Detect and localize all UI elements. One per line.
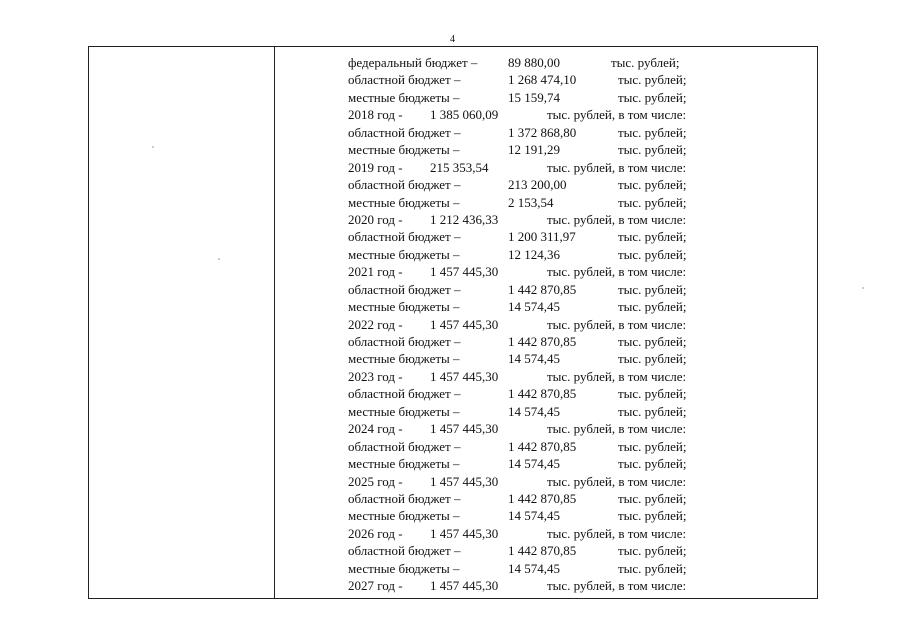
page-number: 4 [450, 34, 455, 45]
line-amount: 1 442 870,85 [508, 438, 577, 454]
budget-source-line [275, 490, 817, 507]
line-amount: 1 268 474,10 [508, 72, 577, 88]
line-suffix: тыс. рублей, в том числе: [547, 473, 687, 489]
line-label: 2026 год - [348, 525, 403, 541]
line-suffix: тыс. рублей; [618, 386, 687, 402]
year-total-line [275, 263, 817, 280]
line-amount: 1 457 445,30 [430, 421, 499, 437]
budget-source-line [275, 71, 817, 88]
line-label: областной бюджет – [348, 543, 461, 559]
year-total-line [275, 368, 817, 385]
line-label: местные бюджеты – [348, 299, 460, 315]
budget-table [88, 46, 818, 599]
year-total-line [275, 577, 817, 594]
line-label: областной бюджет – [348, 177, 461, 193]
year-total-line [275, 473, 817, 490]
scan-speck [862, 287, 864, 289]
line-label: областной бюджет – [348, 281, 461, 297]
year-total-line [275, 106, 817, 123]
line-label: 2018 год - [348, 107, 403, 123]
line-suffix: тыс. рублей; [618, 281, 687, 297]
line-suffix: тыс. рублей; [618, 560, 687, 576]
line-label: областной бюджет – [348, 124, 461, 140]
line-label: областной бюджет – [348, 386, 461, 402]
line-label: местные бюджеты – [348, 246, 460, 262]
line-amount: 1 200 311,97 [508, 229, 576, 245]
budget-source-line [275, 54, 817, 71]
year-total-line [275, 211, 817, 228]
line-suffix: тыс. рублей; [618, 229, 687, 245]
budget-source-line [275, 124, 817, 141]
line-suffix: тыс. рублей; [618, 299, 687, 315]
line-suffix: тыс. рублей, в том числе: [547, 578, 687, 594]
line-suffix: тыс. рублей; [618, 72, 687, 88]
line-label: местные бюджеты – [348, 403, 460, 419]
line-suffix: тыс. рублей; [618, 89, 687, 105]
budget-source-line [275, 507, 817, 524]
budget-source-line [275, 333, 817, 350]
line-suffix: тыс. рублей, в том числе: [547, 525, 687, 541]
line-label: местные бюджеты – [348, 456, 460, 472]
line-suffix: тыс. рублей; [618, 438, 687, 454]
budget-source-line [275, 438, 817, 455]
line-label: местные бюджеты – [348, 194, 460, 210]
line-label: областной бюджет – [348, 334, 461, 349]
line-label: областной бюджет – [348, 229, 461, 245]
line-label: местные бюджеты – [348, 142, 460, 158]
line-suffix: тыс. рублей; [618, 403, 687, 419]
budget-source-line [275, 455, 817, 472]
line-label: федеральный бюджет – [348, 55, 478, 70]
line-label: 2023 год - [348, 368, 403, 384]
line-amount: 12 124,36 [508, 246, 560, 262]
line-label: областной бюджет – [348, 490, 461, 506]
line-amount: 15 159,74 [508, 89, 560, 105]
year-total-line [275, 316, 817, 333]
line-amount: 1 442 870,85 [508, 543, 577, 559]
table-left-cell [89, 47, 275, 598]
line-suffix: тыс. рублей; [618, 142, 687, 158]
line-suffix: тыс. рублей; [618, 490, 687, 506]
line-suffix: тыс. рублей; [618, 194, 687, 210]
budget-source-line [275, 350, 817, 367]
line-amount: 1 442 870,85 [508, 386, 577, 402]
line-amount: 14 574,45 [508, 508, 560, 524]
line-amount: 2 153,54 [508, 194, 554, 210]
line-amount: 215 353,54 [430, 159, 489, 175]
year-total-line [275, 420, 817, 437]
line-label: 2025 год - [348, 473, 403, 489]
line-amount: 14 574,45 [508, 299, 560, 315]
line-suffix: тыс. рублей, в том числе: [547, 368, 687, 384]
line-amount: 1 457 445,30 [430, 525, 499, 541]
line-amount: 1 457 445,30 [430, 316, 499, 332]
scan-speck [218, 258, 220, 260]
line-suffix: тыс. рублей; [618, 124, 687, 140]
budget-source-line [275, 298, 817, 315]
line-amount: 1 372 868,80 [508, 124, 577, 140]
budget-source-line [275, 542, 817, 559]
line-label: 2019 год - [348, 159, 403, 175]
budget-source-line [275, 403, 817, 420]
line-label: 2024 год - [348, 421, 403, 437]
budget-source-line [275, 246, 817, 263]
budget-source-line [275, 176, 817, 193]
budget-lines-list [275, 54, 817, 595]
budget-source-line [275, 141, 817, 158]
line-amount: 89 880,00 [508, 55, 560, 70]
line-amount: 1 385 060,09 [430, 107, 499, 123]
line-suffix: тыс. рублей; [611, 55, 680, 70]
line-suffix: тыс. рублей, в том числе: [547, 107, 687, 123]
line-suffix: тыс. рублей; [618, 246, 687, 262]
line-suffix: тыс. рублей, в том числе: [547, 211, 687, 227]
budget-source-line [275, 385, 817, 402]
line-amount: 12 191,29 [508, 142, 560, 158]
line-amount: 14 574,45 [508, 351, 560, 367]
line-label: местные бюджеты – [348, 351, 460, 367]
line-label: местные бюджеты – [348, 508, 460, 524]
line-amount: 1 457 445,30 [430, 578, 499, 594]
line-label: 2021 год - [348, 264, 403, 280]
line-suffix: тыс. рублей, в том числе: [547, 316, 687, 332]
line-amount: 14 574,45 [508, 403, 560, 419]
line-suffix: тыс. рублей; [618, 351, 687, 367]
budget-source-line [275, 560, 817, 577]
line-suffix: тыс. рублей, в том числе: [547, 159, 687, 175]
line-suffix: тыс. рублей; [618, 508, 687, 524]
line-suffix: тыс. рублей, в том числе: [547, 264, 687, 280]
line-label: местные бюджеты – [348, 89, 460, 105]
budget-source-line [275, 89, 817, 106]
line-amount: 1 457 445,30 [430, 473, 499, 489]
line-amount: 1 442 870,85 [508, 281, 577, 297]
line-amount: 1 442 870,85 [508, 334, 577, 349]
line-amount: 1 457 445,30 [430, 264, 499, 280]
line-amount: 1 442 870,85 [508, 490, 577, 506]
line-label: 2022 год - [348, 316, 403, 332]
line-label: местные бюджеты – [348, 560, 460, 576]
line-label: 2027 год - [348, 578, 403, 594]
line-amount: 213 200,00 [508, 177, 567, 193]
line-suffix: тыс. рублей, в том числе: [547, 421, 687, 437]
line-amount: 1 457 445,30 [430, 368, 499, 384]
line-suffix: тыс. рублей; [618, 543, 687, 559]
line-suffix: тыс. рублей; [618, 456, 687, 472]
budget-source-line [275, 228, 817, 245]
line-suffix: тыс. рублей; [618, 177, 687, 193]
scan-speck [152, 146, 154, 148]
year-total-line [275, 525, 817, 542]
line-suffix: тыс. рублей; [618, 334, 687, 349]
line-label: областной бюджет – [348, 72, 461, 88]
line-amount: 14 574,45 [508, 560, 560, 576]
year-total-line [275, 159, 817, 176]
line-label: областной бюджет – [348, 438, 461, 454]
budget-source-line [275, 281, 817, 298]
line-amount: 14 574,45 [508, 456, 560, 472]
table-right-cell [275, 47, 817, 598]
line-amount: 1 212 436,33 [430, 211, 499, 227]
budget-source-line [275, 194, 817, 211]
line-label: 2020 год - [348, 211, 403, 227]
